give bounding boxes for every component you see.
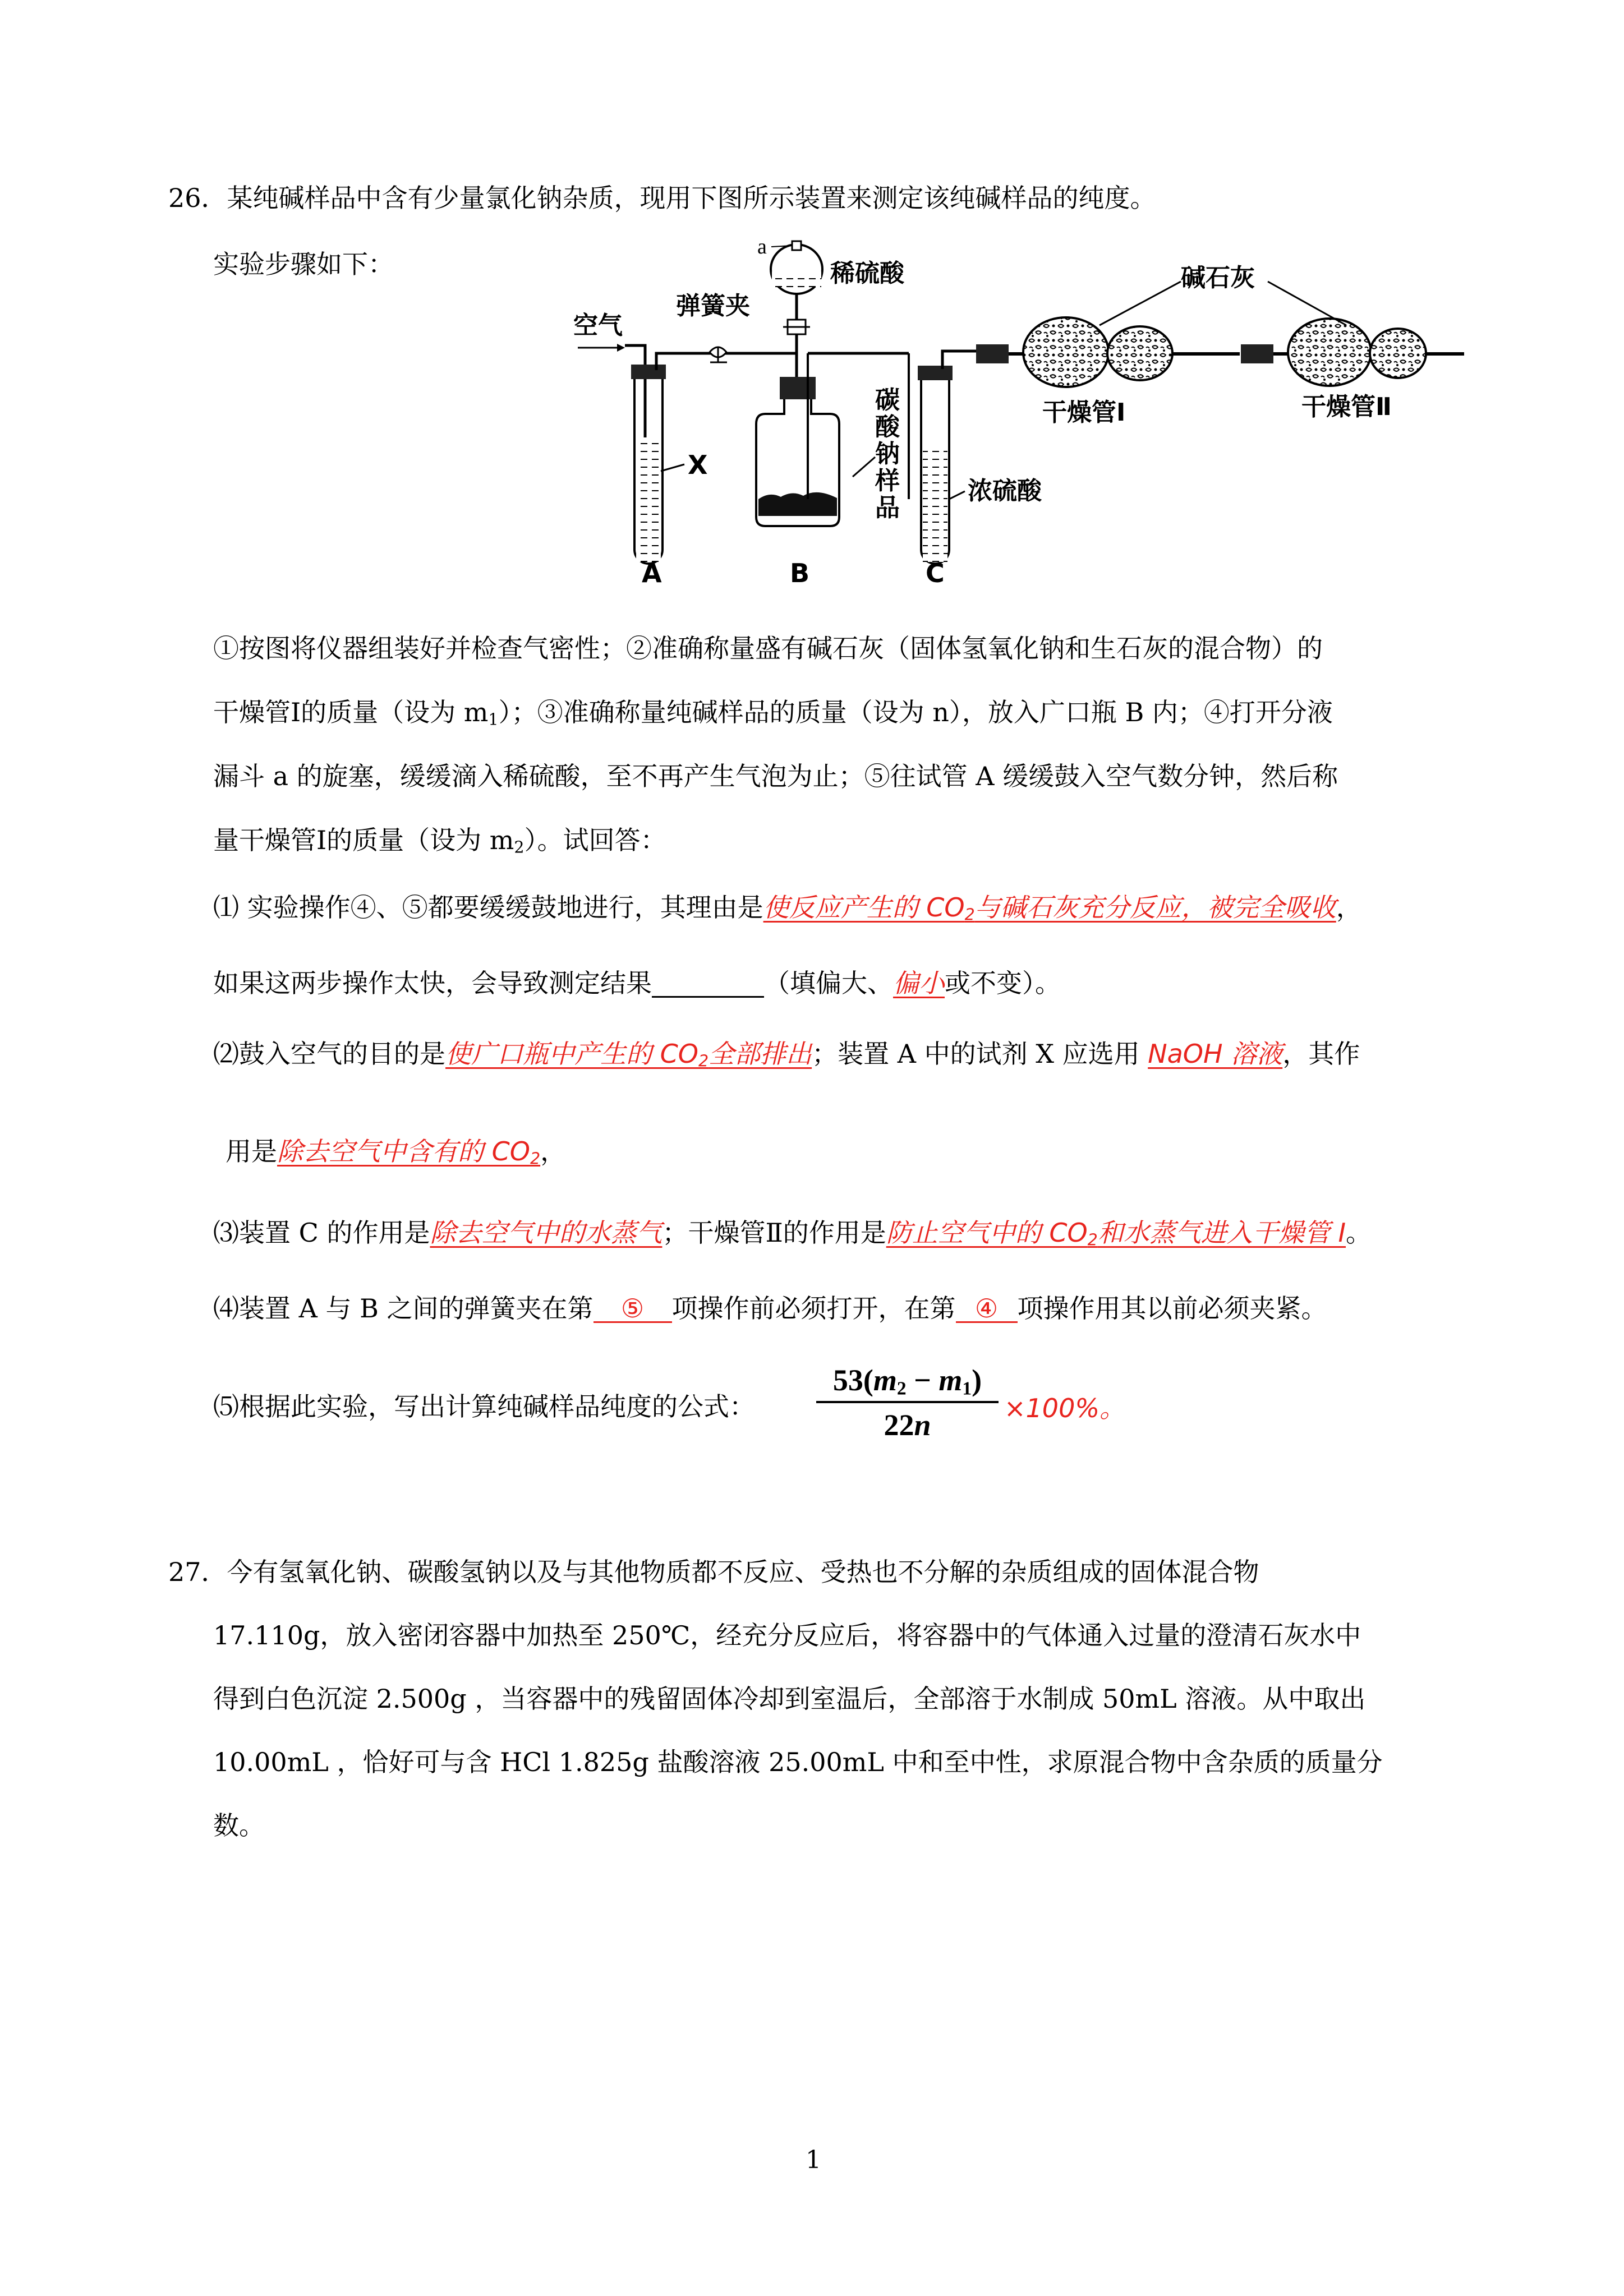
subquestion-4-number: ⑷ <box>213 1293 239 1324</box>
bottle-b <box>756 353 909 588</box>
steps-label: 实验步骤如下： <box>213 249 394 279</box>
answer-2-function-a: 除去空气中含有的 CO <box>277 1136 530 1167</box>
answer-2-purpose-a: 使广口瓶中产生的 CO <box>445 1039 698 1069</box>
drying-tube-1 <box>976 317 1240 427</box>
formula-denominator <box>816 1403 999 1442</box>
soda-lime-callout <box>1099 264 1346 325</box>
air-label: 空气 <box>573 311 623 340</box>
conc-acid-label: 浓硫酸 <box>968 477 1042 505</box>
q27-line-3: 得到白色沉淀 2.500g ，当容器中的残留固体冷却到室温后，全部溶于水制成 50mL 溶液。从中取出 <box>213 1684 1366 1714</box>
drying-tube-2 <box>1241 319 1464 421</box>
answer-1-result: 偏小 <box>893 968 945 998</box>
dilute-acid-label: 稀硫酸 <box>830 259 904 288</box>
subquestion-1-options-end: 或不变）。 <box>945 968 1061 998</box>
q26-title <box>168 185 1156 211</box>
subquestion-2-mid: ；装置 A 中的试剂 X 应选用 <box>812 1039 1148 1069</box>
q27-line-2: 17.110g，放入密闭容器中加热至 250℃，经充分反应后，将容器中的气体通入过量的澄清石灰水中 <box>213 1620 1361 1650</box>
sample-label <box>875 386 900 522</box>
tube-c-label: C <box>926 558 945 588</box>
subquestion-4-mid: 项操作前必须打开，在第 <box>671 1293 956 1324</box>
formula-minus: − <box>906 1363 939 1397</box>
q26-number: 26． <box>168 183 227 213</box>
q27-number: 27． <box>168 1557 227 1587</box>
formula-numerator <box>816 1363 999 1403</box>
subquestion-4 <box>213 1295 1327 1323</box>
reagent-x-label: X <box>688 450 708 480</box>
subquestion-2-text: 鼓入空气的目的是 <box>239 1039 445 1069</box>
answer-2-function-subscript: 2 <box>530 1149 541 1168</box>
answer-1-reason <box>763 892 1336 923</box>
q27-line-5: 数。 <box>213 1810 265 1841</box>
answer-1-reason-a: 使反应产生的 CO <box>763 892 965 923</box>
sample-char-4: 品 <box>875 494 900 522</box>
subquestion-5 <box>213 1391 755 1422</box>
answer-3-tube-2-a: 防止空气中的 CO <box>886 1218 1088 1248</box>
answer-4-open-step: ⑤ <box>620 1293 645 1324</box>
spring-clamp <box>676 292 750 362</box>
subquestion-4-end: 项操作用其以前必须夹紧。 <box>1017 1293 1327 1324</box>
subscript-2: 2 <box>514 838 525 857</box>
subquestion-1 <box>213 892 1362 924</box>
air-inlet <box>573 311 625 352</box>
sample-char-0: 碳 <box>875 386 900 414</box>
subquestion-3-number: ⑶ <box>213 1218 239 1248</box>
subquestion-1-line-2-text: 如果这两步操作太快，会导致测定结果 <box>213 968 652 998</box>
funnel-a-label: a <box>757 236 767 259</box>
procedure-line-1: ①按图将仪器组装好并检查气密性；②准确称量盛有碱石灰（固体氢氧化钠和生石灰的混合物）的 <box>213 633 1323 663</box>
bottle-b-label: B <box>790 558 810 588</box>
subquestion-5-number: ⑸ <box>213 1391 239 1422</box>
procedure-line-2 <box>213 697 1333 729</box>
answer-blank-4a[interactable] <box>594 1295 672 1323</box>
subquestion-2-end: ，其作 <box>1282 1039 1360 1069</box>
formula-den-coef: 22 <box>884 1408 914 1442</box>
formula-sub-2: 2 <box>896 1378 907 1399</box>
q27-line-1-text: 今有氢氧化钠、碳酸氢钠以及与其他物质都不反应、受热也不分解的杂质组成的固体混合物 <box>227 1557 1259 1587</box>
subquestion-3-end: 。 <box>1346 1218 1372 1248</box>
answer-4-close-step: ④ <box>974 1293 999 1324</box>
procedure-line-4 <box>213 825 666 857</box>
procedure-line-4a: 量干燥管Ⅰ的质量（设为 m <box>213 825 514 855</box>
subquestion-1-comma: ， <box>1336 892 1362 923</box>
sample-char-1: 酸 <box>875 413 900 441</box>
procedure-line-2a: 干燥管Ⅰ的质量（设为 m <box>213 697 489 727</box>
page-number: 1 <box>806 2146 821 2174</box>
subquestion-1-number: ⑴ <box>213 892 239 923</box>
subquestion-4-text: 装置 A 与 B 之间的弹簧夹在第 <box>239 1293 594 1324</box>
subquestion-2-line-2-end: ， <box>540 1136 567 1167</box>
answer-2-purpose-b: 全部排出 <box>709 1039 812 1069</box>
answer-blank-1[interactable] <box>652 970 764 998</box>
tube-a-label: A <box>642 558 662 588</box>
subquestion-2-number: ⑵ <box>213 1039 239 1069</box>
subquestion-1-text: 实验操作④、⑤都要缓缓鼓地进行，其理由是 <box>239 892 763 923</box>
drying-tube-2-label: 干燥管Ⅱ <box>1301 393 1392 421</box>
q27-line-4: 10.00mL ，恰好可与含 HCl 1.825g 盐酸溶液 25.00mL 中和至中性，求原混合物中含杂质的质量分 <box>213 1747 1383 1777</box>
subquestion-3-text: 装置 C 的作用是 <box>239 1218 430 1248</box>
answer-3-subscript: 2 <box>1087 1230 1098 1250</box>
drying-tube-1-label: 干燥管Ⅰ <box>1042 398 1126 427</box>
tube-c <box>909 351 1042 588</box>
answer-3-tube-2 <box>886 1218 1346 1248</box>
q27-line-1 <box>168 1559 1259 1585</box>
purity-formula <box>816 1363 999 1442</box>
subquestion-2 <box>213 1039 1360 1071</box>
soda-lime-label: 碱石灰 <box>1181 264 1255 292</box>
answer-3-device-c: 除去空气中的水蒸气 <box>430 1218 663 1248</box>
q26-title-text: 某纯碱样品中含有少量氯化钠杂质，现用下图所示装置来测定该纯碱样品的纯度。 <box>227 183 1156 213</box>
answer-2-subscript: 2 <box>698 1052 709 1071</box>
formula-sub-1: 1 <box>962 1378 972 1399</box>
subscript-1: 1 <box>488 710 499 729</box>
answer-1-reason-b: 与碱石灰充分反应，被完全吸收 <box>974 892 1336 923</box>
sample-char-2: 钠 <box>875 440 900 468</box>
subquestion-2-line-2 <box>226 1136 567 1168</box>
answer-3-tube-2-b: 和水蒸气进入干燥管 I <box>1097 1218 1346 1248</box>
subquestion-2-line-2-text: 用是 <box>226 1136 277 1167</box>
formula-n: n <box>914 1408 931 1442</box>
answer-2-purpose <box>445 1039 812 1069</box>
apparatus-diagram <box>561 236 1481 594</box>
subquestion-5-text: 根据此实验，写出计算纯碱样品纯度的公式： <box>239 1391 755 1422</box>
procedure-line-4b: ）。试回答： <box>524 825 666 855</box>
sample-char-3: 样 <box>875 467 900 495</box>
answer-2-function <box>277 1136 540 1167</box>
answer-1-subscript: 2 <box>964 905 975 924</box>
subquestion-3 <box>213 1218 1372 1250</box>
answer-2-reagent: NaOH 溶液 <box>1148 1039 1283 1069</box>
subquestion-3-mid: ；干燥管Ⅱ的作用是 <box>662 1218 886 1248</box>
procedure-line-3: 漏斗 a 的旋塞，缓缓滴入稀硫酸，至不再产生气泡为止；⑤往试管 A 缓缓鼓入空气数分钟，然后称 <box>213 761 1338 791</box>
clamp-label: 弹簧夹 <box>676 292 750 320</box>
formula-close-paren: ) <box>972 1363 982 1397</box>
formula-m1: m <box>938 1363 963 1397</box>
procedure-line-2b: ）；③准确称量纯碱样品的质量（设为 n），放入广口瓶 B 内；④打开分液 <box>498 697 1333 727</box>
answer-blank-4b[interactable] <box>956 1295 1018 1323</box>
answer-5-percent: ×100%。 <box>1004 1393 1126 1423</box>
formula-coef: 53( <box>832 1363 873 1397</box>
subquestion-1-options: （填偏大、 <box>764 968 893 998</box>
subquestion-1-line-2 <box>213 970 1061 998</box>
formula-m2: m <box>873 1363 897 1397</box>
